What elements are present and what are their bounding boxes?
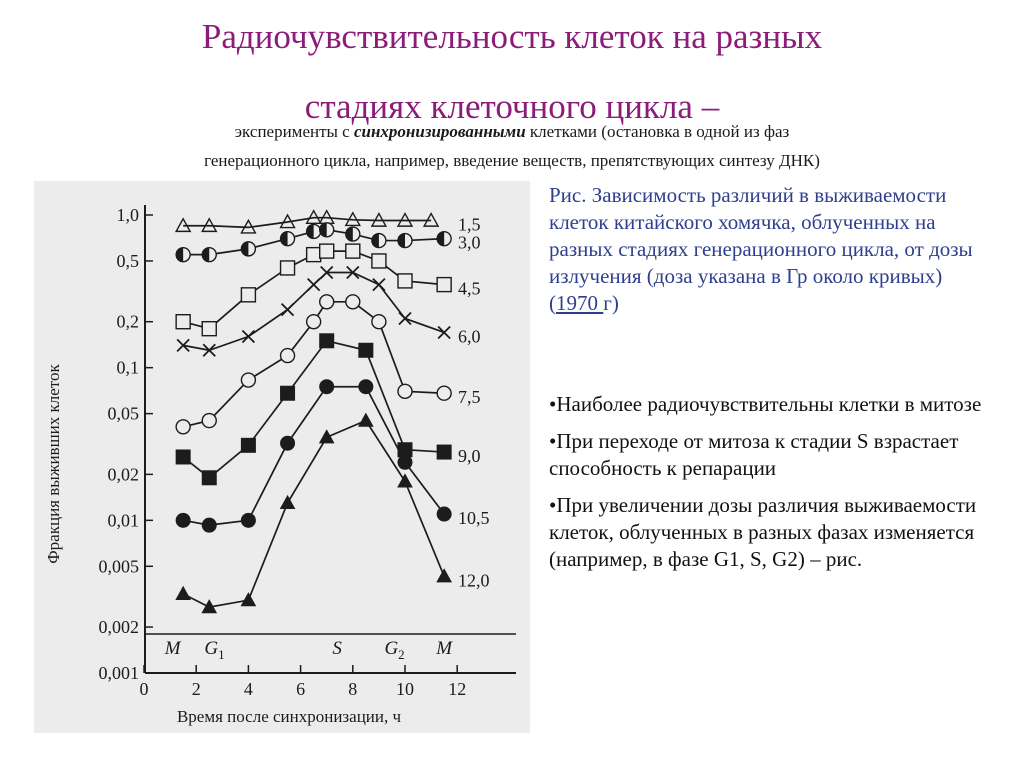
data-point (176, 450, 190, 464)
survival-chart (34, 181, 530, 733)
data-point (176, 248, 190, 262)
data-point (202, 471, 216, 485)
x-axis-label: Время после синхронизации, ч (176, 707, 402, 726)
data-point (398, 274, 412, 288)
data-point (437, 507, 451, 521)
slide-subtitle (40, 117, 984, 175)
data-point (176, 513, 190, 527)
bullet-item-dose: •При увеличении дозы различия выживаемости клеток, облученных в разных фазах изменяется (например, в фазе G1, S, G2) – рис. (549, 493, 977, 571)
x-tick-label: 2 (191, 679, 201, 699)
data-point (202, 248, 216, 262)
x-tick-label: 12 (448, 679, 467, 699)
dose-label: 12,0 (458, 570, 490, 591)
data-point (437, 232, 451, 246)
data-point (373, 279, 385, 291)
data-point (176, 420, 190, 434)
data-point (372, 234, 386, 248)
data-point (307, 224, 321, 238)
data-point (398, 455, 412, 469)
slide-title-line-1: Радиочувствительность клеток на разных (201, 17, 823, 56)
data-point (307, 315, 321, 329)
x-tick-label: 0 (139, 679, 149, 699)
caption-text: Рис. Зависимость различий в выживаемости клеток китайского хомячка, облученных на разных стадиях генерационного цикла, от дозы излучения (доза указана в Гр около кривых) (549, 183, 973, 288)
y-tick-label: 0,5 (116, 250, 139, 271)
data-point (437, 278, 451, 292)
data-point (281, 261, 295, 275)
data-point (281, 496, 295, 509)
data-point (438, 326, 450, 338)
data-point (202, 518, 216, 532)
data-point (320, 295, 334, 309)
dose-label: 10,5 (458, 508, 490, 529)
dose-label: 6,0 (458, 326, 481, 347)
x-tick-label: 6 (296, 679, 306, 699)
x-tick-label: 4 (243, 679, 253, 699)
data-point (372, 315, 386, 329)
caption-year-prefix: ( (549, 291, 556, 315)
survival-chart-svg (34, 181, 530, 733)
data-point (372, 254, 386, 268)
bullet-list (549, 391, 989, 583)
x-tick-label: 8 (348, 679, 358, 699)
data-point (320, 334, 334, 348)
data-point (281, 386, 295, 400)
data-point (176, 315, 190, 329)
caption-year-suffix: г) (603, 291, 619, 315)
data-point (241, 513, 255, 527)
dose-label: 1,5 (458, 214, 481, 235)
y-tick-label: 0,02 (107, 464, 139, 485)
data-point (281, 349, 295, 363)
dose-label: 4,5 (458, 278, 481, 299)
data-point (281, 436, 295, 450)
y-tick-label: 0,001 (98, 663, 139, 683)
data-point (359, 414, 373, 427)
data-point (320, 430, 334, 443)
data-point (359, 343, 373, 357)
data-point (320, 223, 334, 237)
data-point (437, 386, 451, 400)
dose-label: 7,5 (458, 387, 481, 408)
data-point (282, 304, 294, 316)
bullet-item-repair: •При переходе от митоза к стадии S взрастает способность к репарации (549, 429, 959, 480)
subtitle-part-2: клетками (остановка в одной из фаз (525, 122, 790, 141)
data-point (398, 474, 412, 487)
phase-label: M (436, 638, 453, 659)
subtitle-line-1 (40, 117, 984, 146)
data-point (242, 331, 254, 343)
caption-year-link[interactable]: 1970 (556, 291, 604, 315)
data-point (399, 312, 411, 324)
phase-label: $G_1$ (204, 638, 225, 662)
data-point (308, 279, 320, 291)
data-point (281, 232, 295, 246)
y-tick-label: 0,005 (98, 556, 139, 577)
data-point (437, 569, 451, 582)
y-tick-label: 0,2 (116, 311, 139, 332)
phase-label: $G_2$ (384, 638, 405, 662)
data-point (359, 380, 373, 394)
data-point (398, 234, 412, 248)
data-point (320, 380, 334, 394)
data-point (346, 295, 360, 309)
data-point (202, 414, 216, 428)
slide-title-line-2: стадиях клеточного цикла – (304, 87, 720, 126)
y-tick-label: 0,002 (98, 617, 139, 638)
data-point (241, 242, 255, 256)
data-point (398, 384, 412, 398)
data-point (241, 373, 255, 387)
y-axis-label: Фракция выживших клеток (44, 364, 63, 564)
subtitle-line-2: генерационного цикла, например, введение веществ, препятствующих синтезу ДНК) (204, 151, 820, 170)
phase-label: M (164, 638, 181, 659)
data-point (346, 244, 360, 258)
data-point (241, 288, 255, 302)
bullet-item-mitosis: •Наиболее радиочувствительны клетки в митозе (549, 392, 982, 416)
y-tick-label: 0,1 (116, 357, 139, 378)
y-tick-label: 0,05 (107, 403, 139, 424)
subtitle-part-1: эксперименты с (234, 122, 354, 141)
data-point (320, 244, 334, 258)
y-tick-label: 0,01 (107, 510, 139, 531)
data-point (437, 445, 451, 459)
data-point (307, 248, 321, 262)
data-point (241, 438, 255, 452)
phase-label: S (332, 638, 342, 659)
subtitle-emphasis: синхронизированными (353, 122, 526, 141)
dose-label: 9,0 (458, 446, 481, 467)
figure-caption (549, 182, 979, 317)
data-point (202, 322, 216, 336)
data-point (241, 593, 255, 606)
dose-label: 3,0 (458, 232, 481, 253)
data-point (346, 227, 360, 241)
data-point (176, 587, 190, 600)
x-tick-label: 10 (396, 679, 414, 699)
y-tick-label: 1,0 (116, 205, 139, 225)
